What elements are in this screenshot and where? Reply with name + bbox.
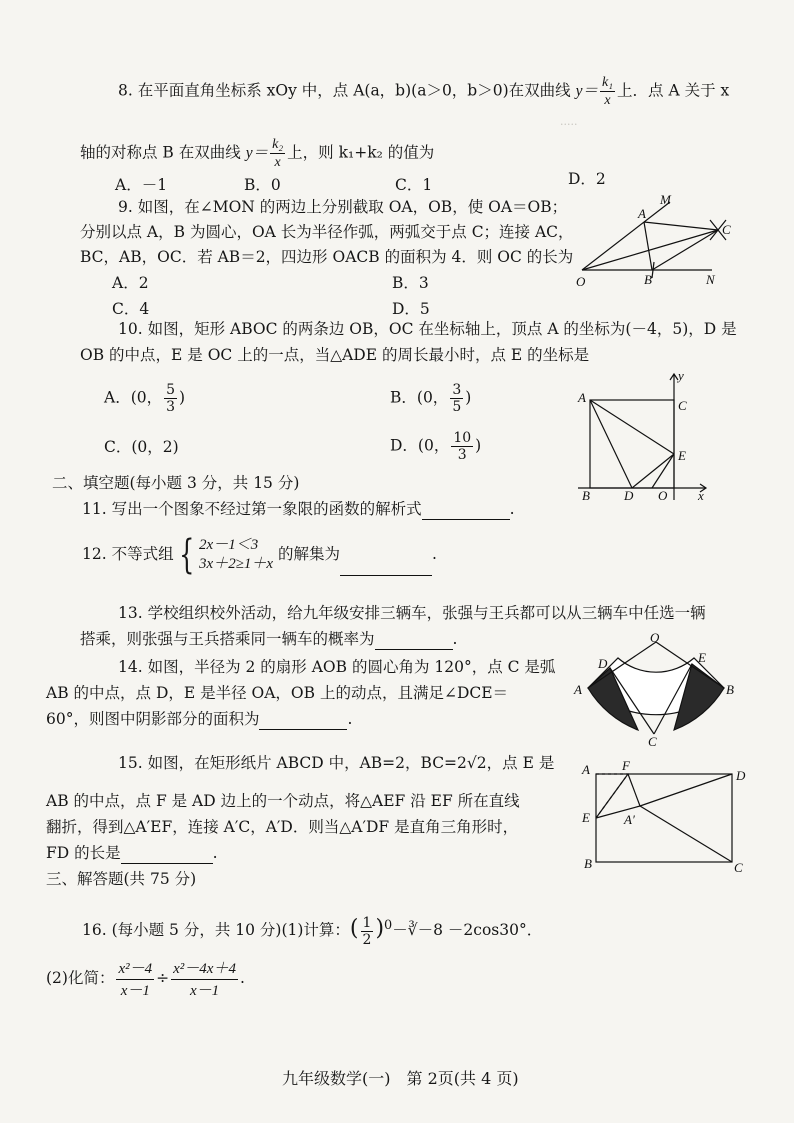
segment-ac [644, 222, 718, 230]
q10-figure [570, 368, 720, 504]
q9-option-d: D．5 [392, 300, 430, 318]
q11-answer-blank[interactable] [422, 501, 510, 520]
q9-figure [570, 190, 750, 290]
label-o: O [650, 632, 660, 645]
q15-line2: AB 的中点，点 F 是 AD 边上的一个动点，将△AEF 沿 EF 所在直线 [46, 792, 520, 810]
label-n: N [706, 272, 715, 287]
label-f: F [622, 760, 630, 773]
q8-text-b: 上．点 A 关于 x [617, 81, 730, 100]
label-d: D [624, 488, 634, 503]
page-footer: 九年级数学(一) 第 2页(共 4 页) [282, 1069, 519, 1088]
q16-f1-den: x－1 [120, 982, 150, 999]
q14-text: 60°，则图中阴影部分的面积为 [46, 710, 260, 728]
q10-optB-pre: B．(0， [390, 388, 449, 407]
label-b: B [726, 682, 734, 697]
q12-answer-blank[interactable] [340, 557, 432, 576]
label-a: A [582, 762, 590, 777]
segment-e-reflection [652, 454, 674, 488]
q12 [82, 532, 437, 576]
segment-fa2 [628, 774, 640, 806]
q16-part2 [46, 956, 245, 1001]
q10-option-c: C．(0，2) [104, 438, 179, 456]
q12-period: . [432, 545, 437, 563]
q14-period: . [347, 710, 353, 728]
q16-half-fraction [361, 915, 374, 948]
segment-de [632, 454, 674, 488]
q8-option-c: C．1 [395, 176, 433, 194]
q16-paren-open: ( [349, 916, 359, 942]
q8-line1 [118, 74, 729, 109]
q8-eq2-fraction [270, 136, 285, 171]
q10-optA-post: ) [179, 388, 186, 407]
q14-line1: 14. 如图，半径为 2 的扇形 AOB 的圆心角为 120°，点 C 是弧 [118, 658, 556, 676]
q13-period: . [452, 630, 458, 648]
label-a-prime: A′ [624, 812, 635, 827]
q10-option-d [390, 430, 481, 463]
q16-fraction-1 [116, 958, 154, 1001]
q8-eq1-num: k₁ [601, 75, 614, 90]
q10-optD-num: 10 [453, 430, 472, 446]
q9-option-a: A．2 [112, 274, 149, 292]
label-c: C [678, 398, 687, 413]
q16-paren-close: ) [375, 916, 385, 942]
q16-exponent-zero: 0 [384, 918, 393, 933]
q10-option-b [390, 382, 471, 415]
label-d: D [598, 656, 608, 671]
q8-option-d: D．2 [568, 170, 606, 188]
label-m: M [660, 192, 671, 207]
q15-text: FD 的长是 [46, 844, 121, 862]
label-b: B [644, 272, 652, 287]
segment-oc [582, 230, 718, 270]
q8-option-b: B．0 [244, 176, 281, 194]
label-d: D [736, 768, 746, 783]
q9-line2: 分别以点 A，B 为圆心，OA 长为半径作弧，两弧交于点 C；连接 AC， [80, 223, 574, 241]
q9-option-c: C．4 [112, 300, 150, 318]
rectangle-abcd [596, 774, 732, 862]
q15-line4 [46, 842, 218, 864]
ray-om [582, 202, 670, 270]
q12-brace: { [178, 532, 194, 578]
q16-part1 [82, 906, 542, 950]
q12-text-post: 的解集为 [278, 545, 341, 563]
q10-optA-pre: A．(0， [104, 388, 163, 407]
label-a: A [638, 206, 646, 221]
q8-text-d: 上，则 k₁+k₂ 的值为 [287, 143, 435, 162]
q13-line2 [80, 628, 457, 650]
q11-period: . [509, 500, 515, 518]
label-b: B [582, 488, 590, 503]
q12-inequality-2: 3x＋2≥1＋x [199, 556, 274, 572]
q10-line1: 10. 如图，矩形 ABOC 的两条边 OB，OC 在坐标轴上，顶点 A 的坐标为(－4，5)，D 是 [118, 320, 737, 338]
q13-line1: 13. 学校组织校外活动，给九年级安排三辆车，张强与王兵都可以从三辆车中任选一辆 [118, 604, 706, 622]
q8-eq2-den: x [274, 155, 281, 170]
q13-text: 搭乘，则张强与王兵搭乘同一辆车的概率为 [80, 630, 375, 648]
q8-eq2-num: k₂ [272, 137, 284, 152]
q8-eq2-lhs: y＝ [245, 144, 269, 162]
q10-optA-den: 3 [166, 399, 176, 415]
q15-period: . [212, 844, 218, 862]
q9-line1: 9. 如图，在∠MON 的两边上分别截取 OA，OB，使 OA＝OB； [118, 198, 568, 216]
q8-text-c: 轴的对称点 B 在双曲线 [80, 143, 246, 162]
label-c: C [734, 860, 743, 875]
q16-half-den: 2 [362, 931, 372, 948]
label-a: A [574, 682, 582, 697]
q16-part2-text: (2)化简： [46, 969, 115, 987]
q10-optB-post: ) [465, 388, 472, 407]
q14-line2: AB 的中点，点 D，E 是半径 OA，OB 上的动点，且满足∠DCE＝ [46, 684, 509, 702]
segment-ab [644, 222, 652, 270]
q16-f2-num: x²－4x＋4 [173, 960, 236, 977]
q10-optA-frac [164, 382, 177, 415]
q8-text-a: 8. 在平面直角坐标系 xOy 中，点 A(a，b)(a＞0，b＞0)在双曲线 [118, 81, 576, 100]
q10-optB-den: 5 [452, 399, 462, 415]
q15-line1: 15. 如图，在矩形纸片 ABCD 中，AB=2，BC=2√2，点 E 是 [118, 754, 555, 772]
label-e: E [698, 650, 706, 665]
q16-part1-expression: －∛－8 －2cos30°． [392, 921, 543, 940]
q10-optD-post: ) [475, 436, 482, 455]
q14-answer-blank[interactable] [259, 711, 347, 730]
q10-optD-den: 3 [457, 447, 467, 463]
q10-optD-frac [451, 430, 473, 463]
q10-option-a [104, 382, 185, 415]
label-c: C [722, 222, 731, 237]
label-b: B [584, 856, 592, 871]
section-3-heading: 三、解答题(共 75 分) [46, 870, 197, 888]
label-a: A [578, 390, 586, 405]
q8-option-a: A．－1 [115, 176, 168, 194]
q10-optB-num: 3 [452, 382, 462, 398]
q10-optB-frac [450, 382, 463, 415]
q16-divide-sign: ÷ [156, 969, 170, 987]
q12-system [199, 536, 273, 574]
q15-figure [578, 760, 758, 878]
q11 [82, 498, 515, 520]
q16-period: . [239, 969, 245, 987]
q12-text-pre: 12. 不等式组 [82, 545, 174, 563]
q9-line3: BC，AB，OC．若 AB＝2，四边形 OACB 的面积为 4．则 OC 的长为 [80, 248, 574, 266]
label-e: E [678, 448, 686, 463]
q15-line3: 翻折，得到△A′EF，连接 A′C，A′D．则当△A′DF 是直角三角形时， [46, 818, 519, 836]
q10-optD-pre: D．(0， [390, 436, 450, 455]
rectangle-aboc [590, 400, 674, 488]
q15-answer-blank[interactable] [121, 845, 213, 864]
label-o: O [658, 488, 668, 503]
q11-text: 11. 写出一个图象不经过第一象限的函数的解析式 [82, 500, 422, 518]
q14-figure [566, 632, 746, 748]
label-e: E [582, 810, 590, 825]
q8-eq1-lhs: y＝ [575, 82, 598, 100]
q10-line2: OB 的中点，E 是 OC 上的一点，当△ADE 的周长最小时，点 E 的坐标是 [80, 346, 590, 364]
q12-inequality-1: 2x－1＜3 [199, 537, 259, 553]
q16-fraction-2 [171, 958, 238, 1001]
q10-optA-num: 5 [166, 382, 176, 398]
label-x: x [698, 488, 704, 503]
q14-line3 [46, 708, 352, 730]
segment-bc [652, 230, 718, 270]
label-y: y [678, 368, 684, 383]
q8-eq1-fraction [600, 74, 615, 109]
q16-half-num: 1 [362, 914, 372, 931]
q13-answer-blank[interactable] [375, 631, 453, 650]
q16-f2-den: x－1 [189, 982, 220, 999]
section-2-heading: 二、填空题(每小题 3 分，共 15 分) [52, 474, 300, 492]
segment-a2d [640, 774, 732, 806]
segment-a2c [640, 806, 732, 862]
q9-option-b: B．3 [392, 274, 429, 292]
label-o: O [576, 274, 586, 289]
q8-eq1-den: x [604, 93, 611, 108]
bleed-through-text: ····· [560, 118, 578, 131]
q8-line2 [80, 136, 434, 171]
q16-part1-text: 16. (每小题 5 分，共 10 分)(1)计算： [82, 921, 350, 940]
q16-f1-num: x²－4 [118, 960, 153, 977]
label-c: C [648, 734, 657, 748]
